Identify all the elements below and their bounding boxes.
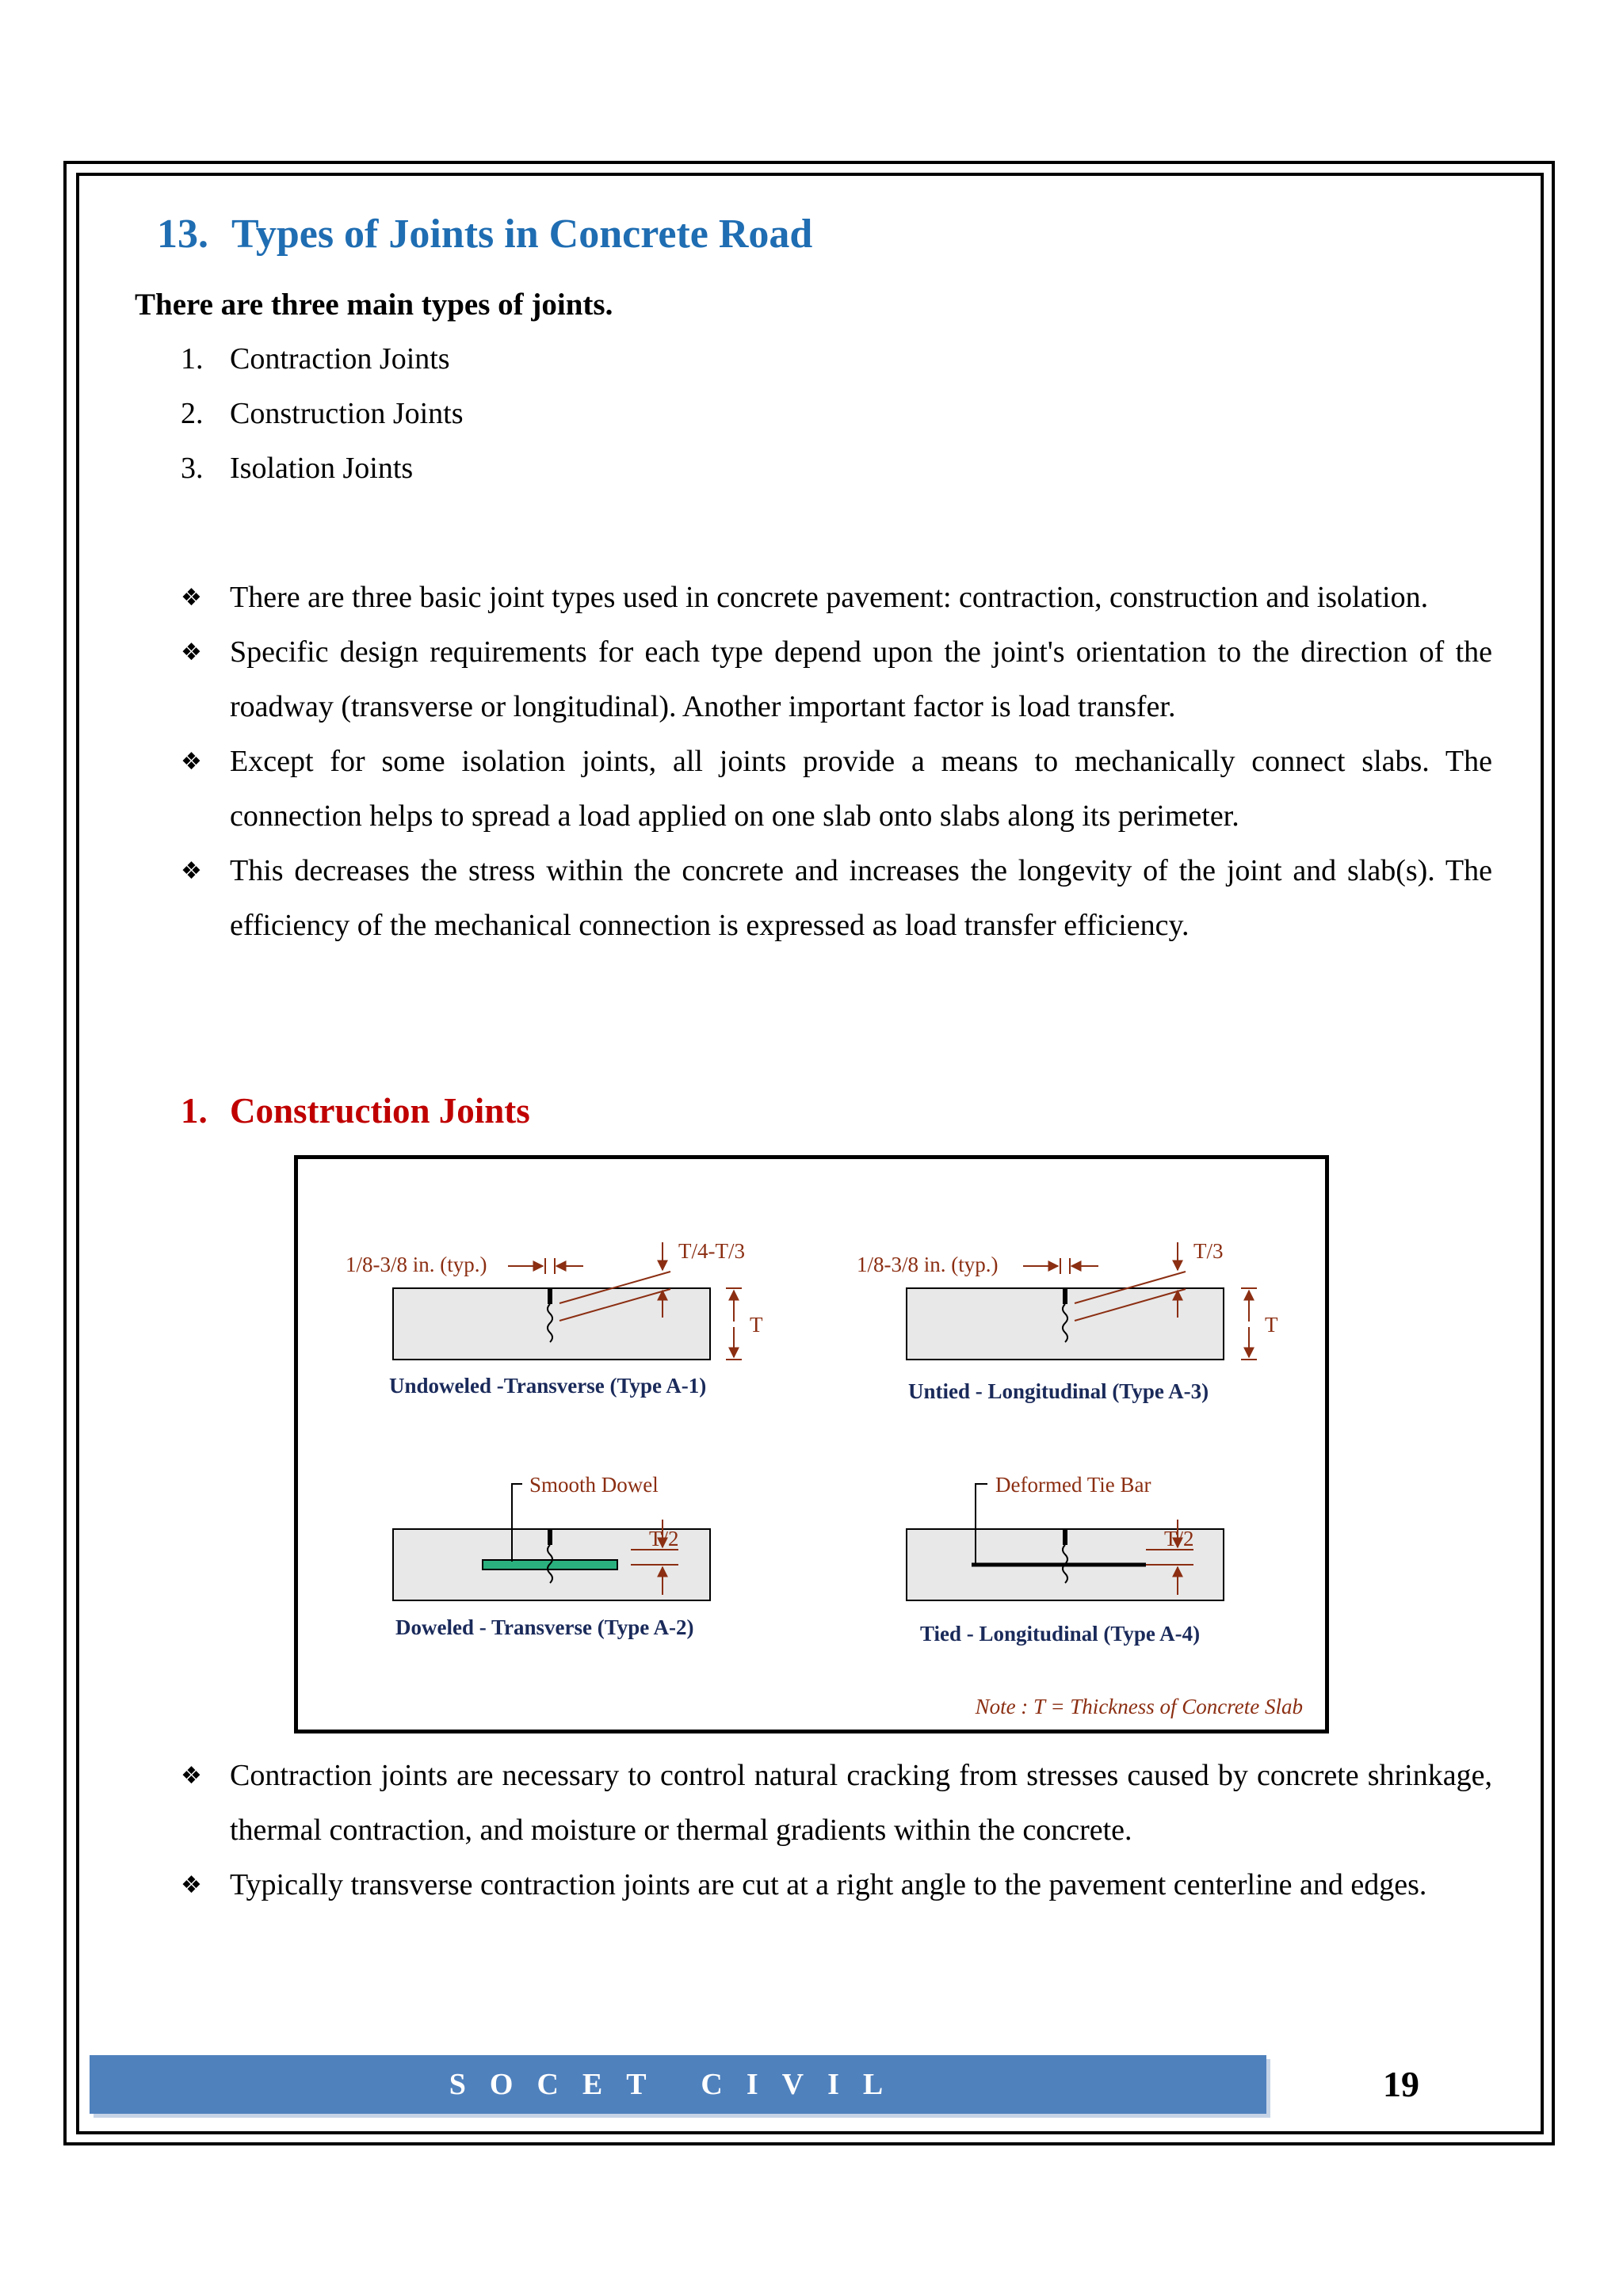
thickness-label: T <box>1265 1313 1278 1337</box>
panel-a1 <box>346 1239 763 1398</box>
diamond-bullet-icon: ❖ <box>181 1762 202 1790</box>
joint-types-list <box>181 338 464 502</box>
thickness-label: T <box>750 1313 763 1337</box>
depth-label: T/2 <box>649 1527 679 1550</box>
page-number: 19 <box>1383 2064 1419 2104</box>
list-item: 2. Construction Joints <box>181 397 464 430</box>
section-heading <box>157 211 812 257</box>
intro-text: There are three main types of joints. <box>135 288 613 322</box>
bullet-item: ❖ There are three basic joint types used in concrete pavement: contraction, construction and isolation. <box>181 570 1492 625</box>
diamond-bullet-icon: ❖ <box>181 1871 202 1899</box>
section-number: 13. <box>157 212 208 257</box>
footer-bar <box>90 2055 1266 2114</box>
list-item: 3. Isolation Joints <box>181 452 414 485</box>
footer-text: SOCET CIVIL <box>449 2068 907 2101</box>
panel-a3 <box>857 1239 1278 1403</box>
depth-label: T/4-T/3 <box>678 1239 745 1263</box>
bullet-item: ❖ Typically transverse contraction joints are cut at a right angle to the pavement centerline and edges. <box>181 1858 1492 1913</box>
figure-note: Note : T = Thickness of Concrete Slab <box>975 1695 1303 1718</box>
width-label: 1/8-3/8 in. (typ.) <box>346 1253 487 1276</box>
diamond-bullet-icon: ❖ <box>181 748 202 776</box>
subsection-number: 1. <box>181 1091 208 1131</box>
width-label: 1/8-3/8 in. (typ.) <box>857 1253 999 1276</box>
caption-a4: Tied - Longitudinal (Type A-4) <box>920 1622 1201 1646</box>
caption-a3: Untied - Longitudinal (Type A-3) <box>908 1379 1209 1403</box>
caption-a1: Undoweled -Transverse (Type A-1) <box>389 1374 707 1398</box>
bullet-item: ❖ Contraction joints are necessary to control natural cracking from stresses caused by concrete shrinkage, thermal contraction, and moisture or thermal gradients within the concrete. <box>181 1749 1492 1858</box>
bullet-list-top <box>181 570 1492 953</box>
caption-a2: Doweled - Transverse (Type A-2) <box>395 1615 694 1639</box>
list-item: 1. Contraction Joints <box>181 342 450 376</box>
bullet-item: ❖ Except for some isolation joints, all joints provide a means to mechanically connect slabs. The connection helps to spread a load applied on one slab onto slabs along its perimeter. <box>181 734 1492 844</box>
bullet-item: ❖ Specific design requirements for each type depend upon the joint's orientation to the direction of the roadway (transverse or longitudinal). Another important factor is load transfer. <box>181 625 1492 734</box>
bullet-list-bottom <box>181 1749 1492 1913</box>
tie-bar-label: Deformed Tie Bar <box>995 1473 1151 1497</box>
dowel-label: Smooth Dowel <box>529 1473 659 1497</box>
diamond-bullet-icon: ❖ <box>181 857 202 885</box>
diamond-bullet-icon: ❖ <box>181 584 202 612</box>
subsection-heading <box>181 1090 530 1131</box>
joint-types-figure <box>294 1155 1329 1733</box>
panel-a4 <box>907 1473 1224 1646</box>
section-title: Types of Joints in Concrete Road <box>231 212 813 257</box>
depth-label: T/3 <box>1193 1239 1224 1263</box>
diamond-bullet-icon: ❖ <box>181 639 202 666</box>
subsection-title: Construction Joints <box>230 1091 530 1131</box>
panel-a2 <box>393 1473 710 1639</box>
bullet-item: ❖ This decreases the stress within the concrete and increases the longevity of the joint and slab(s). The efficiency of the mechanical connection is expressed as load transfer efficiency. <box>181 844 1492 953</box>
depth-label: T/2 <box>1164 1527 1194 1550</box>
